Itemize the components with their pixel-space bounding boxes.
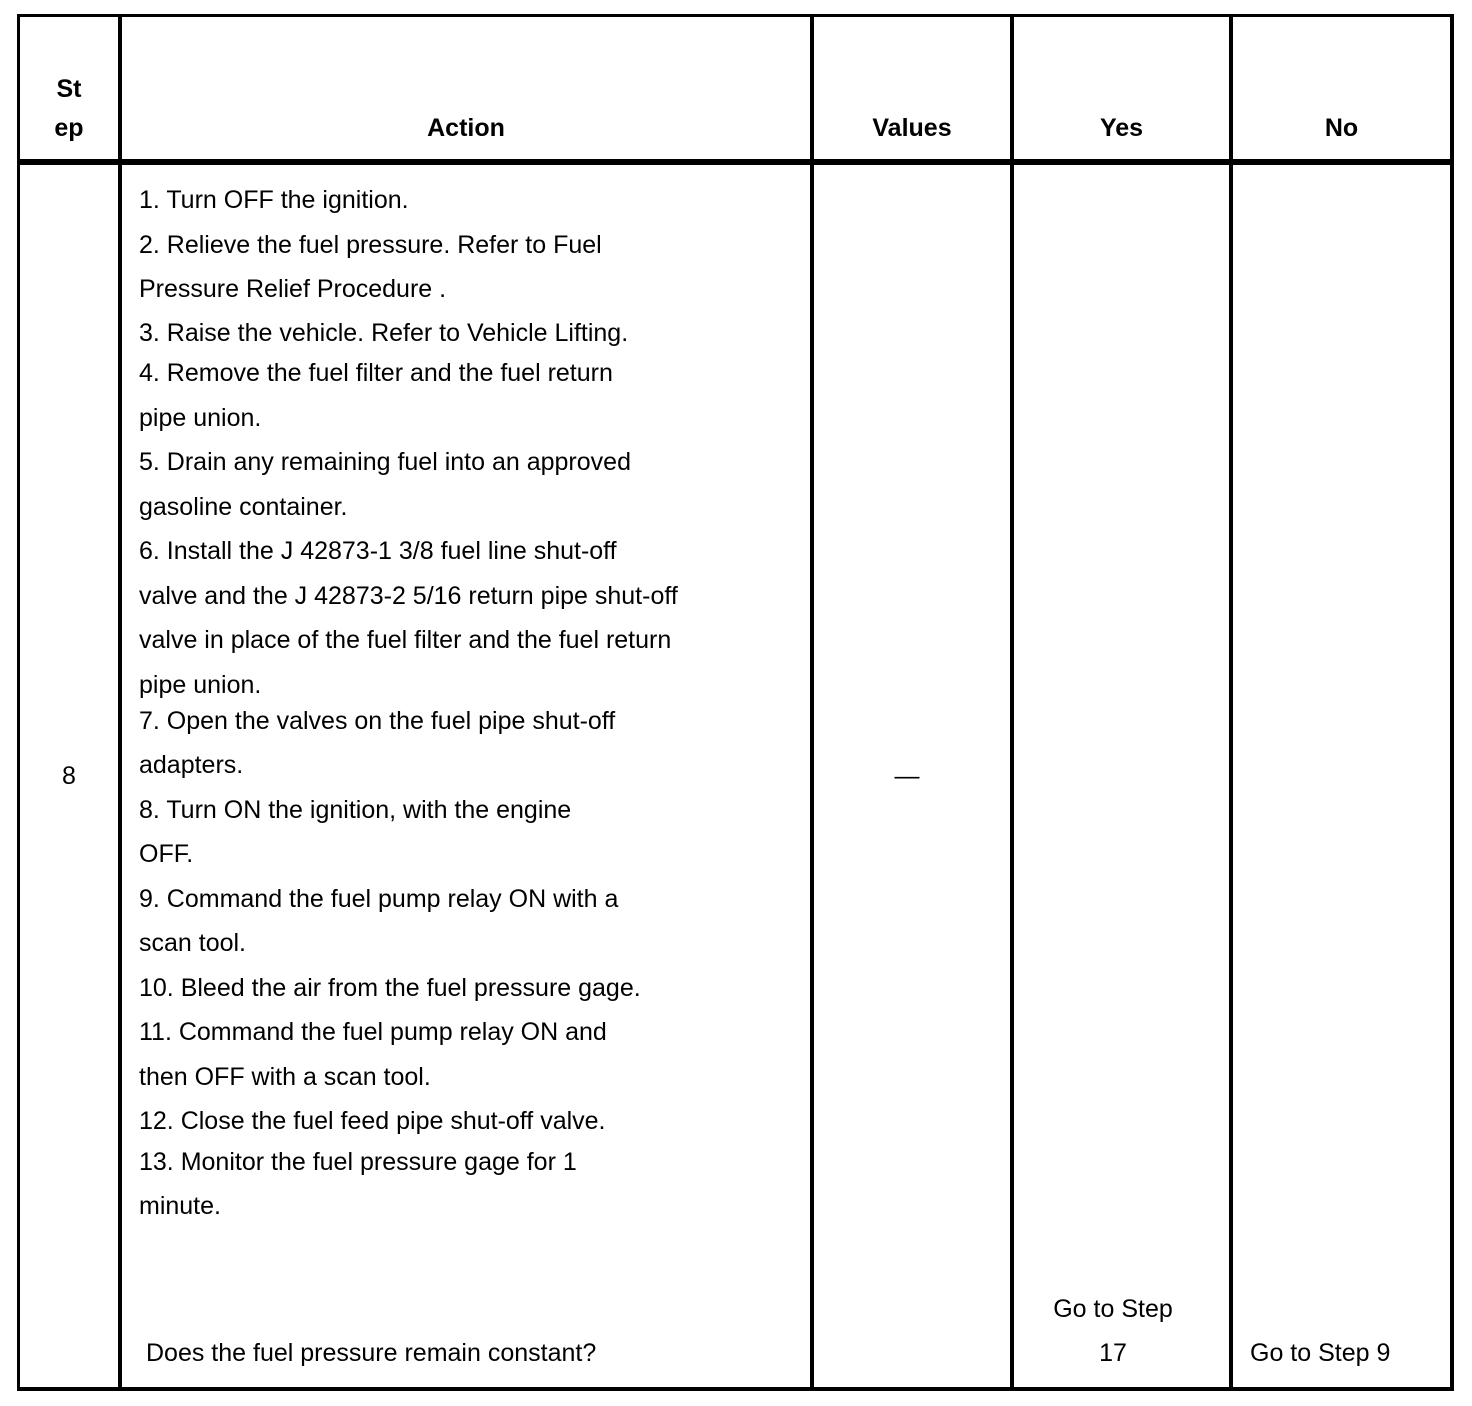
action-line: 9. Command the fuel pump relay ON with a — [139, 885, 619, 913]
action-line: 10. Bleed the air from the fuel pressure gage. — [139, 974, 641, 1002]
header-divider — [17, 159, 1454, 165]
action-line: valve in place of the fuel filter and the fuel return — [139, 626, 672, 654]
header-no: No — [1324, 114, 1359, 142]
header-step-line2: ep — [54, 114, 84, 142]
step-number: 8 — [62, 762, 76, 790]
action-question: Does the fuel pressure remain constant? — [146, 1339, 597, 1367]
header-step-line1: St — [56, 75, 82, 103]
action-line: 11. Command the fuel pump relay ON and — [139, 1018, 607, 1046]
action-line: 13. Monitor the fuel pressure gage for 1 — [139, 1148, 577, 1176]
action-line: then OFF with a scan tool. — [139, 1063, 431, 1091]
action-line: minute. — [139, 1192, 221, 1220]
table-border-right — [1450, 14, 1454, 1391]
action-line: 6. Install the J 42873-1 3/8 fuel line shut-off — [139, 537, 617, 565]
action-line: 5. Drain any remaining fuel into an approved — [139, 448, 631, 476]
action-line: gasoline container. — [139, 493, 348, 521]
column-divider-values-yes — [1010, 14, 1014, 1391]
action-line: 3. Raise the vehicle. Refer to Vehicle Lifting. — [139, 319, 629, 347]
values-cell: — — [894, 762, 920, 790]
yes-outcome-line1: Go to Step — [1053, 1295, 1173, 1323]
table-border-left — [17, 14, 20, 1391]
action-line: 12. Close the fuel feed pipe shut-off valve. — [139, 1107, 606, 1135]
no-outcome: Go to Step 9 — [1250, 1339, 1391, 1367]
action-line: Pressure Relief Procedure . — [139, 275, 447, 303]
header-action: Action — [427, 114, 505, 142]
action-line: 8. Turn ON the ignition, with the engine — [139, 796, 572, 824]
table-border-bottom — [17, 1387, 1454, 1391]
action-line: 2. Relieve the fuel pressure. Refer to Fuel — [139, 231, 602, 259]
action-line: adapters. — [139, 751, 244, 779]
column-divider-step-action — [118, 14, 122, 1391]
action-line: 7. Open the valves on the fuel pipe shut-off — [139, 707, 616, 735]
column-divider-yes-no — [1229, 14, 1233, 1391]
action-line: 1. Turn OFF the ignition. — [139, 186, 409, 214]
header-yes: Yes — [1099, 114, 1144, 142]
action-line: pipe union. — [139, 671, 262, 699]
action-line: valve and the J 42873-2 5/16 return pipe shut-off — [139, 582, 678, 610]
column-divider-action-values — [810, 14, 814, 1391]
header-step — [20, 70, 118, 148]
action-line: pipe union. — [139, 404, 262, 432]
yes-outcome-line2: 17 — [1099, 1339, 1127, 1367]
action-line: OFF. — [139, 840, 194, 868]
header-values: Values — [872, 114, 952, 142]
action-line: 4. Remove the fuel filter and the fuel return — [139, 359, 613, 387]
table-border-top — [17, 14, 1454, 17]
action-line: scan tool. — [139, 929, 247, 957]
